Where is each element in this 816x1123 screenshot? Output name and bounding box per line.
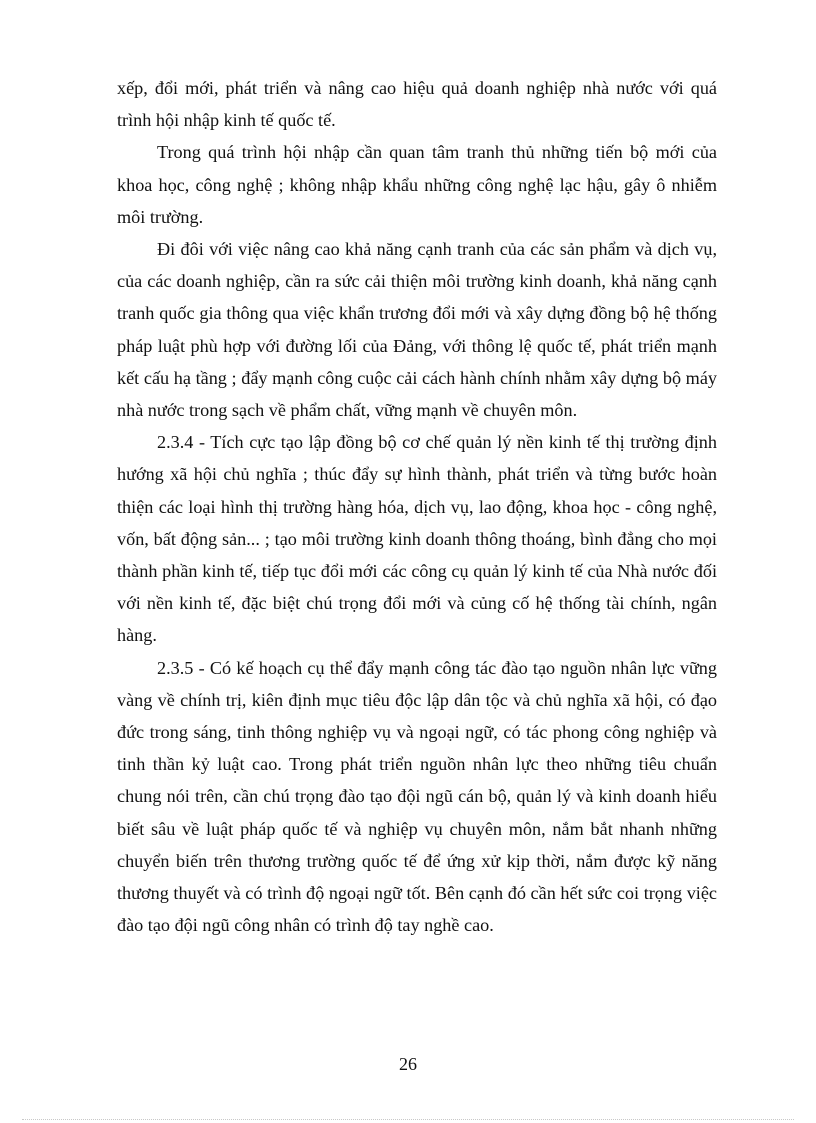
paragraph-section-2-3-5: 2.3.5 - Có kế hoạch cụ thể đẩy mạnh công tác đào tạo nguồn nhân lực vững vàng về chính trị, kiên định mục tiêu độc lập dân tộc và chủ nghĩa xã hội, có đạo đức trong sáng, tinh thông nghiệp vụ và ngoại ngữ, có tác phong công nghiệp và tinh thần kỷ luật cao. Trong phát triển nguồn nhân lực theo những tiêu chuẩn chung nói trên, cần chú trọng đào tạo đội ngũ cán bộ, quản lý và kinh doanh hiểu biết sâu về luật pháp quốc tế và nghiệp vụ chuyên môn, nắm bắt nhanh những chuyển biến trên thương trường quốc tế để ứng xử kịp thời, nắm được kỹ năng thương thuyết và có trình độ ngoại ngữ tốt. Bên cạnh đó cần hết sức coi trọng việc đào tạo đội ngũ công nhân có trình độ tay nghề cao. <box>117 657 717 936</box>
paragraph-technology: Trong quá trình hội nhập cần quan tâm tranh thủ những tiến bộ mới của khoa học, công nghệ ; không nhập khẩu những công nghệ lạc hậu, gây ô nhiễm môi trường. <box>117 142 717 227</box>
paragraph-competitiveness: Đi đôi với việc nâng cao khả năng cạnh tranh của các sản phẩm và dịch vụ, của các doanh nghiệp, cần ra sức cải thiện môi trường kinh doanh, khả năng cạnh tranh quốc gia thông qua việc khẩn trương đổi mới và xây dựng đồng bộ hệ thống pháp luật phù hợp với đường lối của Đảng, với thông lệ quốc tế, phát triển mạnh kết cấu hạ tầng ; đẩy mạnh công cuộc cải cách hành chính nhằm xây dựng bộ máy nhà nước trong sạch về phẩm chất, vững mạnh về chuyên môn. <box>117 239 717 421</box>
paragraph-continuation: xếp, đổi mới, phát triển và nâng cao hiệu quả doanh nghiệp nhà nước với quá trình hội nhập kinh tế quốc tế. <box>117 78 717 131</box>
page-bottom-divider <box>22 1119 794 1120</box>
body-text <box>117 72 717 941</box>
paragraph-section-2-3-4: 2.3.4 - Tích cực tạo lập đồng bộ cơ chế quản lý nền kinh tế thị trường định hướng xã hội chủ nghĩa ; thúc đẩy sự hình thành, phát triển và từng bước hoàn thiện các loại hình thị trường hàng hóa, dịch vụ, lao động, khoa học - công nghệ, vốn, bất động sản... ; tạo môi trường kinh doanh thông thoáng, bình đẳng cho mọi thành phần kinh tế, tiếp tục đổi mới các công cụ quản lý kinh tế của Nhà nước đối với nền kinh tế, đặc biệt chú trọng đổi mới và củng cố hệ thống tài chính, ngân hàng. <box>117 432 717 646</box>
page-number: 26 <box>399 1054 417 1074</box>
